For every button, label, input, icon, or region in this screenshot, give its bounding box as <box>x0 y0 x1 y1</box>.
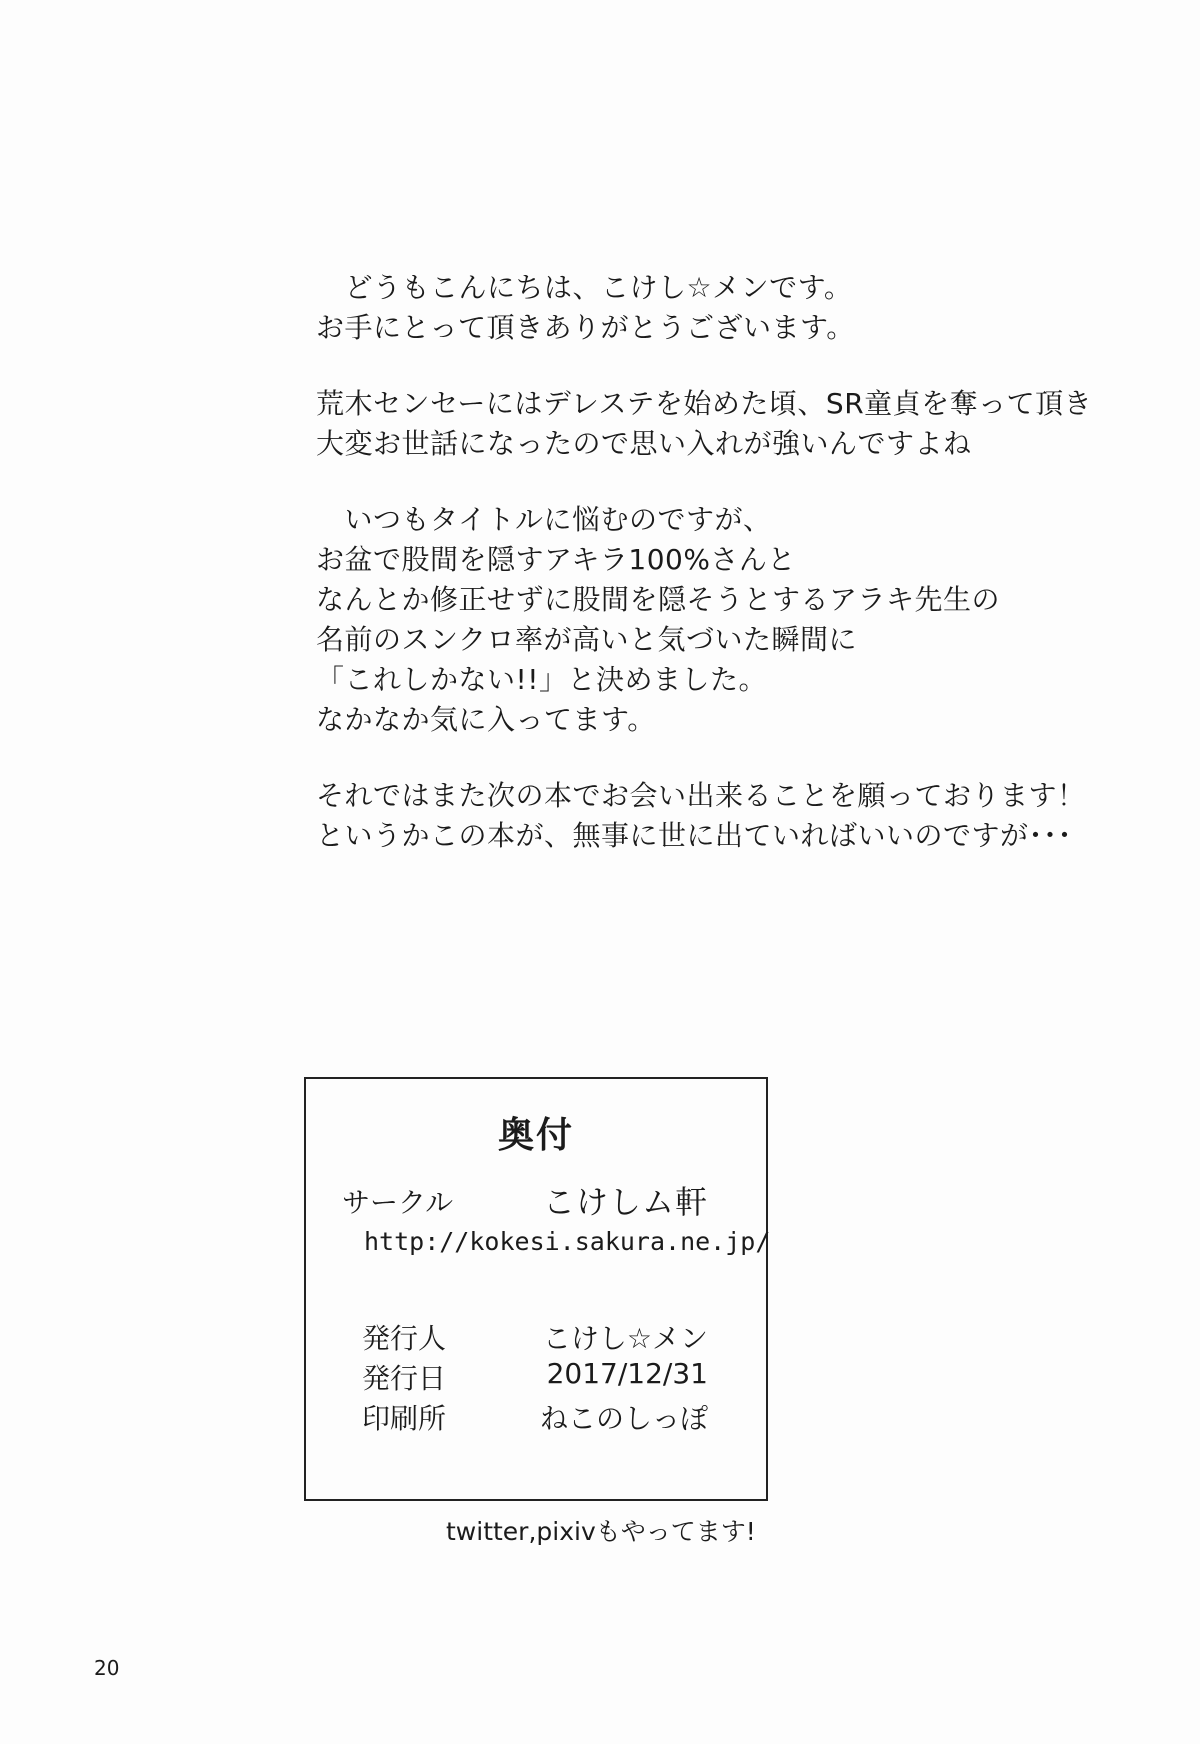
afterword-line: 名前のスンクロ率が高いと気づいた瞬間に <box>316 623 857 656</box>
paragraph-gap <box>316 464 1116 500</box>
circle-label: サークル <box>342 1186 454 1219</box>
afterword-line: 大変お世話になったので思い入れが強いんですよね <box>316 427 972 460</box>
afterword-line: お手にとって頂きありがとうございます。 <box>316 311 855 344</box>
afterword-line: どうもこんにちは、こけし☆メンです。 <box>316 271 853 304</box>
paragraph-gap <box>316 348 1116 384</box>
publish-date: 2017/12/31 <box>546 1357 708 1390</box>
page-number: 20 <box>94 1656 120 1680</box>
colophon-box <box>304 1077 771 1501</box>
afterword-line: お盆で股間を隠すアキラ100%さんと <box>316 543 796 576</box>
printer-label: 印刷所 <box>362 1402 447 1435</box>
afterword-line: なかなか気に入ってます。 <box>316 703 656 736</box>
paragraph-gap <box>316 740 1116 776</box>
circle-url: http://kokesi.sakura.ne.jp/ <box>364 1227 771 1256</box>
printer-name: ねこのしっぽ <box>539 1402 708 1435</box>
afterword-text <box>316 268 1116 856</box>
afterword-line: なんとか修正せずに股間を隠そうとするアラキ先生の <box>316 583 1001 616</box>
sns-note: twitter,pixivもやってます! <box>446 1517 756 1546</box>
publisher-name: こけし☆メン <box>542 1322 708 1355</box>
afterword-line: それではまた次の本でお会い出来ることを願っております！ <box>316 779 1086 812</box>
afterword-line: 荒木センセーにはデレステを始めた頃、SR童貞を奪って頂き <box>316 387 1093 420</box>
colophon-title: 奥付 <box>497 1115 574 1156</box>
circle-name: こけしム軒 <box>542 1183 708 1221</box>
publisher-label: 発行人 <box>362 1322 447 1355</box>
afterword-line: というかこの本が、無事に世に出ていればいいのですが･･･ <box>316 819 1073 852</box>
publish-date-label: 発行日 <box>362 1362 447 1395</box>
afterword-line: 「これしかない!!」と決めました。 <box>316 663 767 696</box>
afterword-line: いつもタイトルに悩むのですが、 <box>316 503 772 536</box>
